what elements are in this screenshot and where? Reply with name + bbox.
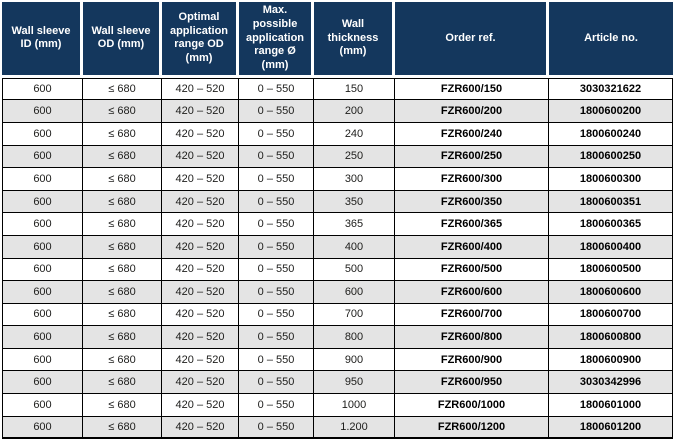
column-header-wall-thickness: Wall thickness (mm) — [314, 2, 395, 78]
cell-wall-sleeve-od: ≤ 680 — [83, 349, 162, 372]
cell-wall-sleeve-od: ≤ 680 — [83, 78, 162, 101]
cell-wall-thickness: 150 — [314, 78, 395, 101]
cell-wall-sleeve-od: ≤ 680 — [83, 281, 162, 304]
cell-optimal-application-range-od: 420 – 520 — [162, 281, 239, 304]
cell-wall-thickness: 600 — [314, 281, 395, 304]
cell-article-no: 1800600700 — [549, 304, 673, 327]
cell-optimal-application-range-od: 420 – 520 — [162, 78, 239, 101]
column-header-wall-sleeve-id: Wall sleeve ID (mm) — [2, 2, 83, 78]
cell-wall-thickness: 1000 — [314, 394, 395, 417]
cell-order-ref: FZR600/240 — [395, 123, 549, 146]
table-row — [2, 236, 673, 259]
column-header-optimal-application-range-od: Optimal application range OD (mm) — [162, 2, 239, 78]
cell-wall-thickness: 350 — [314, 191, 395, 214]
table-body — [2, 78, 673, 440]
table-header-row — [2, 2, 673, 78]
table-row — [2, 78, 673, 101]
cell-optimal-application-range-od: 420 – 520 — [162, 394, 239, 417]
table-row — [2, 281, 673, 304]
table-row — [2, 146, 673, 169]
cell-wall-sleeve-id: 600 — [2, 259, 83, 282]
cell-optimal-application-range-od: 420 – 520 — [162, 304, 239, 327]
cell-article-no: 1800600400 — [549, 236, 673, 259]
cell-optimal-application-range-od: 420 – 520 — [162, 123, 239, 146]
cell-optimal-application-range-od: 420 – 520 — [162, 168, 239, 191]
cell-article-no: 1800600300 — [549, 168, 673, 191]
column-header-order-ref: Order ref. — [395, 2, 549, 78]
cell-wall-sleeve-od: ≤ 680 — [83, 168, 162, 191]
cell-wall-sleeve-id: 600 — [2, 100, 83, 123]
table-row — [2, 304, 673, 327]
cell-wall-thickness: 950 — [314, 371, 395, 394]
cell-order-ref: FZR600/500 — [395, 259, 549, 282]
cell-order-ref: FZR600/300 — [395, 168, 549, 191]
table-row — [2, 123, 673, 146]
cell-wall-sleeve-od: ≤ 680 — [83, 213, 162, 236]
cell-wall-sleeve-id: 600 — [2, 349, 83, 372]
cell-wall-sleeve-od: ≤ 680 — [83, 236, 162, 259]
cell-wall-sleeve-od: ≤ 680 — [83, 304, 162, 327]
table-row — [2, 168, 673, 191]
cell-wall-sleeve-id: 600 — [2, 417, 83, 440]
cell-max-possible-application-range: 0 – 550 — [239, 100, 314, 123]
table-row — [2, 100, 673, 123]
cell-wall-thickness: 240 — [314, 123, 395, 146]
table-row — [2, 213, 673, 236]
cell-article-no: 1800601000 — [549, 394, 673, 417]
column-header-article-no: Article no. — [549, 2, 673, 78]
cell-article-no: 1800600365 — [549, 213, 673, 236]
cell-order-ref: FZR600/1000 — [395, 394, 549, 417]
cell-order-ref: FZR600/1200 — [395, 417, 549, 440]
cell-order-ref: FZR600/700 — [395, 304, 549, 327]
cell-wall-thickness: 500 — [314, 259, 395, 282]
cell-wall-thickness: 200 — [314, 100, 395, 123]
cell-wall-sleeve-id: 600 — [2, 304, 83, 327]
table-row — [2, 326, 673, 349]
cell-optimal-application-range-od: 420 – 520 — [162, 146, 239, 169]
cell-optimal-application-range-od: 420 – 520 — [162, 236, 239, 259]
cell-wall-sleeve-od: ≤ 680 — [83, 123, 162, 146]
cell-wall-sleeve-id: 600 — [2, 123, 83, 146]
cell-article-no: 1800600351 — [549, 191, 673, 214]
cell-max-possible-application-range: 0 – 550 — [239, 349, 314, 372]
cell-max-possible-application-range: 0 – 550 — [239, 304, 314, 327]
table-row — [2, 417, 673, 440]
cell-wall-thickness: 250 — [314, 146, 395, 169]
cell-max-possible-application-range: 0 – 550 — [239, 146, 314, 169]
cell-optimal-application-range-od: 420 – 520 — [162, 259, 239, 282]
cell-wall-thickness: 1.200 — [314, 417, 395, 440]
cell-max-possible-application-range: 0 – 550 — [239, 123, 314, 146]
cell-wall-sleeve-id: 600 — [2, 371, 83, 394]
cell-wall-sleeve-od: ≤ 680 — [83, 259, 162, 282]
cell-max-possible-application-range: 0 – 550 — [239, 394, 314, 417]
cell-max-possible-application-range: 0 – 550 — [239, 168, 314, 191]
cell-max-possible-application-range: 0 – 550 — [239, 191, 314, 214]
cell-order-ref: FZR600/800 — [395, 326, 549, 349]
cell-wall-sleeve-od: ≤ 680 — [83, 326, 162, 349]
cell-order-ref: FZR600/365 — [395, 213, 549, 236]
table-row — [2, 394, 673, 417]
cell-wall-sleeve-od: ≤ 680 — [83, 394, 162, 417]
cell-wall-sleeve-id: 600 — [2, 191, 83, 214]
cell-wall-sleeve-id: 600 — [2, 146, 83, 169]
cell-optimal-application-range-od: 420 – 520 — [162, 371, 239, 394]
cell-order-ref: FZR600/200 — [395, 100, 549, 123]
cell-wall-sleeve-id: 600 — [2, 78, 83, 101]
cell-wall-thickness: 400 — [314, 236, 395, 259]
cell-max-possible-application-range: 0 – 550 — [239, 371, 314, 394]
cell-article-no: 1800600500 — [549, 259, 673, 282]
cell-optimal-application-range-od: 420 – 520 — [162, 417, 239, 440]
cell-article-no: 3030321622 — [549, 78, 673, 101]
cell-article-no: 1800600900 — [549, 349, 673, 372]
cell-wall-sleeve-id: 600 — [2, 326, 83, 349]
cell-wall-thickness: 700 — [314, 304, 395, 327]
cell-order-ref: FZR600/600 — [395, 281, 549, 304]
cell-wall-sleeve-id: 600 — [2, 168, 83, 191]
cell-article-no: 1800601200 — [549, 417, 673, 440]
cell-wall-sleeve-id: 600 — [2, 236, 83, 259]
column-header-max-possible-application-range: Max. possible application range Ø (mm) — [239, 2, 314, 78]
cell-optimal-application-range-od: 420 – 520 — [162, 191, 239, 214]
table-row — [2, 371, 673, 394]
cell-optimal-application-range-od: 420 – 520 — [162, 100, 239, 123]
cell-max-possible-application-range: 0 – 550 — [239, 78, 314, 101]
cell-order-ref: FZR600/150 — [395, 78, 549, 101]
cell-article-no: 1800600800 — [549, 326, 673, 349]
cell-wall-sleeve-od: ≤ 680 — [83, 146, 162, 169]
cell-max-possible-application-range: 0 – 550 — [239, 259, 314, 282]
cell-max-possible-application-range: 0 – 550 — [239, 236, 314, 259]
cell-order-ref: FZR600/350 — [395, 191, 549, 214]
cell-wall-sleeve-od: ≤ 680 — [83, 417, 162, 440]
cell-article-no: 1800600240 — [549, 123, 673, 146]
table-row — [2, 259, 673, 282]
cell-wall-thickness: 365 — [314, 213, 395, 236]
cell-wall-sleeve-id: 600 — [2, 394, 83, 417]
cell-order-ref: FZR600/400 — [395, 236, 549, 259]
cell-wall-sleeve-od: ≤ 680 — [83, 371, 162, 394]
cell-optimal-application-range-od: 420 – 520 — [162, 349, 239, 372]
cell-order-ref: FZR600/250 — [395, 146, 549, 169]
cell-order-ref: FZR600/900 — [395, 349, 549, 372]
cell-max-possible-application-range: 0 – 550 — [239, 417, 314, 440]
cell-article-no: 1800600250 — [549, 146, 673, 169]
cell-order-ref: FZR600/950 — [395, 371, 549, 394]
product-specification-table — [2, 2, 673, 439]
cell-article-no: 1800600600 — [549, 281, 673, 304]
cell-wall-sleeve-id: 600 — [2, 213, 83, 236]
cell-article-no: 3030342996 — [549, 371, 673, 394]
cell-wall-thickness: 900 — [314, 349, 395, 372]
cell-article-no: 1800600200 — [549, 100, 673, 123]
cell-wall-sleeve-od: ≤ 680 — [83, 100, 162, 123]
table-row — [2, 191, 673, 214]
cell-optimal-application-range-od: 420 – 520 — [162, 326, 239, 349]
cell-wall-sleeve-od: ≤ 680 — [83, 191, 162, 214]
cell-max-possible-application-range: 0 – 550 — [239, 281, 314, 304]
cell-wall-thickness: 300 — [314, 168, 395, 191]
table-row — [2, 349, 673, 372]
cell-max-possible-application-range: 0 – 550 — [239, 326, 314, 349]
cell-max-possible-application-range: 0 – 550 — [239, 213, 314, 236]
column-header-wall-sleeve-od: Wall sleeve OD (mm) — [83, 2, 162, 78]
table-header — [2, 2, 673, 78]
cell-wall-thickness: 800 — [314, 326, 395, 349]
cell-optimal-application-range-od: 420 – 520 — [162, 213, 239, 236]
cell-wall-sleeve-id: 600 — [2, 281, 83, 304]
